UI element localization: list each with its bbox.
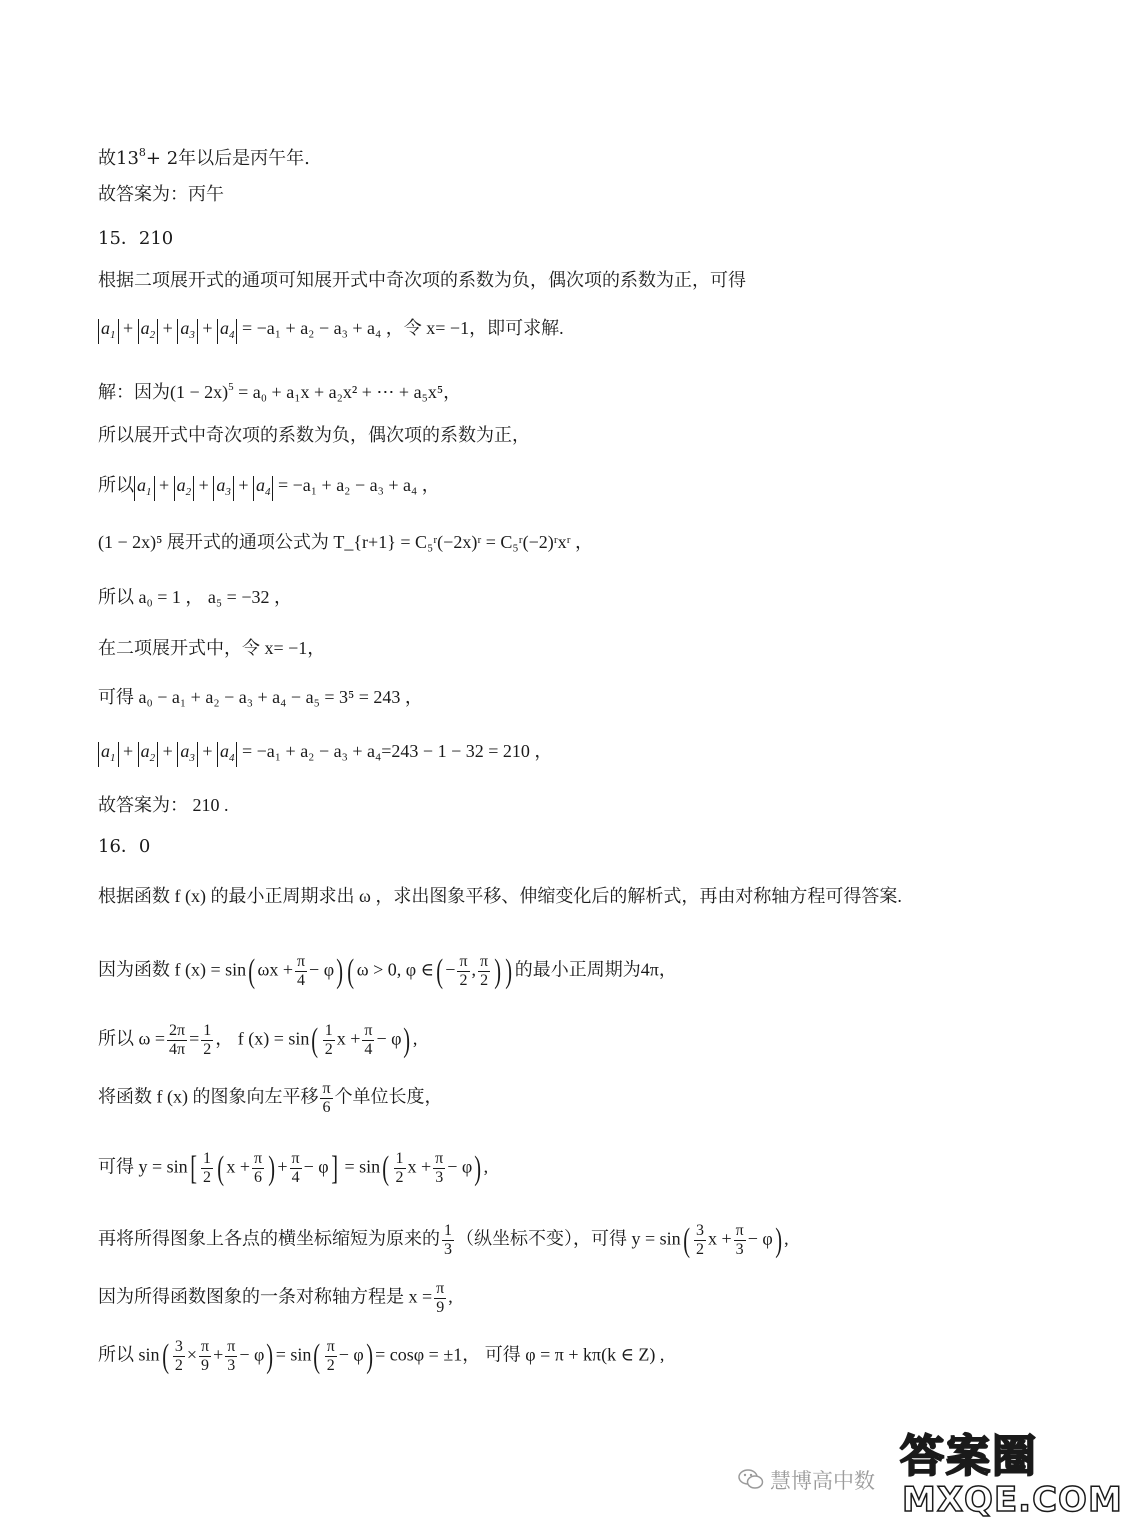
fraction [457,953,469,990]
denominator: 9 [436,1299,445,1316]
text: 再将所得图象上各点的横坐标缩短为原来的 [98,1228,440,1249]
line-17: 因为函数 f (x) = sin( ωx + $\frac{\pi}{4}$ − φ) ( ω > 0, φ ∈( − $\frac{\pi}{2}$ , $\frac{\pi}{2}$ ) ) 的最小正周期为4π， [98,952,677,990]
fraction [201,1150,213,1187]
abs-a1: $a_1$ [98,742,119,767]
fraction [433,1150,445,1187]
text: , [448,1286,453,1307]
denominator: 4 [291,1169,300,1186]
watermark-text: 慧博高中数 [770,1469,875,1493]
denominator: 9 [201,1357,210,1374]
text: 故13 [98,148,139,169]
paren: ( [217,1149,225,1187]
denominator: 2 [459,972,468,989]
denominator: 2 [203,1041,212,1058]
abs-a4: $a_4$ [253,476,274,501]
numerator: π [253,1150,263,1167]
paren: ( [682,1221,690,1259]
text: ωx + [257,959,293,980]
bracket: [ [189,1149,197,1187]
paren: ( [347,952,355,990]
paren: ( [248,952,256,990]
line-14: 故答案为： 210 . [98,795,229,815]
numerator: 1 [203,1150,211,1167]
line-22 [98,1280,453,1317]
fraction [362,1022,374,1059]
paren: ) [474,1149,482,1187]
denominator: 2 [203,1169,211,1186]
text: 所以 ω = [98,1028,165,1049]
abs-a1: $a_1$ [98,319,119,344]
abs-a3: $a_3$ [213,476,234,501]
paren: ( [161,1337,169,1375]
text: + [213,1344,224,1365]
numerator: 1 [324,1022,333,1039]
line-2: 故答案为：丙午 [98,184,224,205]
text: ， f (x) = sin [215,1028,310,1049]
abs-a4: $a_4$ [217,742,238,767]
text: 可得 y = sin [98,1156,188,1177]
numerator: π [227,1338,236,1355]
fraction [167,1022,187,1059]
text: , [784,1228,789,1249]
text: = −a₁ + a₂ − a₃ + a₄ ， [277,475,440,495]
numerator: 3 [174,1338,183,1355]
text: = a₀ + a₁x + a₂x² + ⋯ + a₅x⁵， [238,382,462,402]
text: 解：因为(1 − 2x) [98,382,229,402]
fraction [201,1022,213,1059]
text: = cosφ = ±1， 可得 φ = π + kπ(k ∈ Z) , [375,1344,665,1365]
line-6 [98,374,461,405]
text: , [412,1028,418,1049]
numerator: π [296,953,306,970]
text: T_{r+1} = C₅ʳ(−2x)ʳ = C₅ʳ(−2)ʳxʳ ， [333,532,594,552]
denominator: 2 [326,1357,335,1374]
superscript: 8 [138,146,146,159]
fraction [225,1338,237,1375]
text: x + [407,1156,432,1177]
wechat-icon [738,1468,764,1490]
denominator: 2 [395,1169,404,1186]
line-21 [98,1222,789,1259]
numerator: 1 [444,1222,452,1239]
bracket: ] [330,1149,338,1187]
line-18 [98,1022,417,1059]
text: = sin [275,1344,312,1365]
text: = −a₁ + a₂ − a₃ + a₄ ，令 x= −1，即可求解. [241,318,564,338]
text: + 2年以后是丙午年. [145,148,310,169]
fraction [252,1150,264,1187]
denominator: 4π [169,1041,186,1058]
fraction [320,1080,332,1117]
line-11: 在二项展开式中，令 x= −1， [98,638,326,658]
denominator: 4 [297,972,305,989]
text: x + [707,1228,732,1249]
numerator: π [201,1338,210,1355]
numerator: π [735,1222,744,1239]
numerator: π [435,1150,444,1167]
line-16: 根据函数 f (x) 的最小正周期求出 ω ，求出图象平移、伸缩变化后的解析式，再由对称轴方程可得答案. [98,886,902,906]
numerator: π [322,1080,331,1097]
paren: ( [311,1021,319,1059]
denominator: 3 [735,1241,744,1258]
text: x + [336,1028,361,1049]
text: ω > 0, φ ∈ [356,959,434,980]
denominator: 3 [435,1169,444,1186]
line-20: 可得 y = sin[ $\frac{1}{2}$ ( x + $\frac{\pi}{6}$ ) + $\frac{\pi}{4}$ − φ] = sin( $\frac{1}{2}$ x + $\frac{\pi}{3}$ − φ) , [98,1149,489,1187]
denominator: 2 [480,972,489,989]
denominator: 6 [254,1169,263,1186]
text: + [277,1156,288,1177]
numerator: π [436,1280,445,1297]
fraction [323,1022,335,1059]
paren: ) [366,1337,373,1375]
numerator: π [326,1338,335,1355]
fraction [394,1150,406,1187]
fraction [325,1338,337,1375]
denominator: 6 [322,1099,331,1116]
numerator: π [480,953,489,970]
text: （纵坐标不变），可得 y = sin [456,1228,681,1249]
text: − φ [338,1344,364,1365]
text: = [189,1028,200,1049]
line-19 [98,1080,443,1117]
paren: ( [313,1337,321,1375]
text: 的最小正周期为4π， [514,959,677,980]
text: − φ [747,1228,773,1249]
abs-a2: $a_2$ [174,476,195,501]
line-12: 可得 a₀ − a₁ + a₂ − a₃ + a₄ − a₅ = 3⁵ = 243 ， [98,687,423,707]
fraction [290,1150,302,1187]
paren: ) [403,1021,411,1059]
paren: ( [436,952,444,990]
abs-a1: $a_1$ [134,476,155,501]
fraction [295,953,307,990]
numerator: 1 [203,1022,212,1039]
paren: ( [382,1149,390,1187]
text: − φ [303,1156,329,1177]
denominator: 3 [444,1241,452,1258]
paren: ) [266,1337,274,1375]
fraction [173,1338,185,1375]
text: 因为函数 f (x) = sin [98,959,247,980]
superscript: 5 [228,381,234,393]
numerator: 3 [695,1222,704,1239]
denominator: 2 [695,1241,704,1258]
text: = −a₁ + a₂ − a₃ + a₄=243 − 1 − 32 = 210 ， [241,741,553,761]
abs-a3: $a_3$ [177,742,198,767]
text: − φ [239,1344,265,1365]
abs-a4: $a_4$ [217,319,238,344]
paren: ) [336,952,344,990]
denominator: 2 [324,1041,333,1058]
denominator: 3 [227,1357,236,1374]
text: 因为所得函数图象的一条对称轴方程是 x = [98,1286,433,1307]
section-15-heading: 15．210 [98,228,174,249]
text: (1 − 2x)⁵ 展开式的通项公式为 [98,532,329,552]
fraction [734,1222,746,1259]
denominator: 2 [174,1357,183,1374]
text: − φ [309,959,335,980]
abs-a3: $a_3$ [177,319,198,344]
numerator: 2π [169,1022,186,1039]
fraction [434,1280,446,1317]
denominator: 4 [364,1041,373,1058]
line-10: 所以 a₀ = 1 ， a₅ = −32 ， [98,587,292,607]
text: − φ [447,1156,473,1177]
numerator: π [291,1150,300,1167]
paren: ) [505,952,513,990]
paren: ) [268,1149,276,1187]
text: x + [226,1156,250,1177]
numerator: π [459,953,468,970]
paren: ) [494,952,502,990]
text: 所以 sin [98,1344,160,1365]
fraction [442,1222,454,1259]
text: × [186,1344,197,1365]
paren: ) [775,1221,782,1259]
line-4: 根据二项展开式的通项可知展开式中奇次项的系数为负，偶次项的系数为正，可得 [98,270,746,291]
text: 所以 [98,475,134,495]
line-8: 所以 $a_1 + a_2 + a_3 + a_4 = -a_1 + a_2 - a_3 + a_4$ ， [98,472,440,501]
text: 个单位长度， [334,1086,443,1107]
abs-a2: $a_2$ [138,319,159,344]
numerator: 1 [395,1150,404,1167]
line-5: $a_1 + a_2 + a_3 + a_4 = -a_1 + a_2 - a_3 + a_4$ ，令 x= −1，即可求解. [98,315,564,344]
logo-text-bottom: MXQE.COM [902,1480,1123,1520]
text: , [483,1156,489,1177]
line-7: 所以展开式中奇次项的系数为负，偶次项的系数为正， [98,425,530,446]
text: − φ [376,1028,402,1049]
line-9 [98,529,593,555]
fraction [694,1222,706,1259]
line-1 [98,140,310,172]
logo-text-top: 答案圈 [900,1431,1038,1482]
text: 将函数 f (x) 的图象向左平移 [98,1086,319,1107]
fraction [478,953,490,990]
numerator: π [364,1022,373,1039]
line-23 [98,1338,664,1375]
fraction [199,1338,211,1375]
abs-a2: $a_2$ [138,742,159,767]
line-13: $a_1 + a_2 + a_3 + a_4 = -a_1 + a_2 - a_3 + a_4=243 - 1 - 32 = 210$ ， [98,738,552,767]
section-16-heading: 16．0 [98,836,151,857]
